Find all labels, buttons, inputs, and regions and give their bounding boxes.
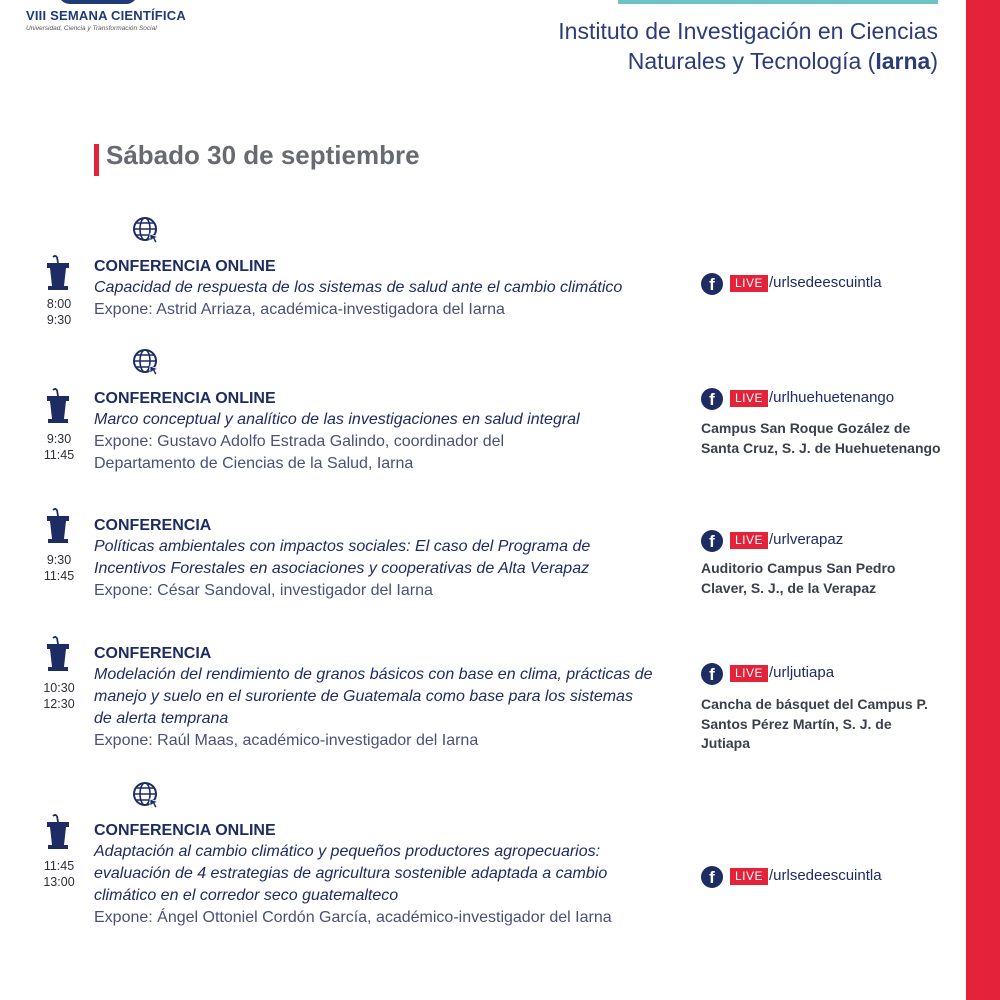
live-url[interactable]: /urlhuehuetenango <box>769 389 895 406</box>
session-times <box>36 431 82 463</box>
live-badge: LIVE <box>730 275 768 292</box>
session-title: Marco conceptual y analítico de las investigaciones en salud integral <box>94 411 580 428</box>
start-time: 10:30 <box>43 681 75 695</box>
top-accent-line <box>618 0 938 4</box>
institute-line-2 <box>558 46 938 76</box>
live-url[interactable]: /urlsedeescuintla <box>769 867 882 884</box>
live-url[interactable]: /urlverapaz <box>769 531 844 548</box>
session-block <box>94 820 694 929</box>
globe-icon <box>132 348 160 376</box>
session-block <box>94 643 694 752</box>
session-speaker: Expone: César Sandoval, investigador del Iarna <box>94 582 433 599</box>
live-url[interactable]: /urlsedeescuintla <box>769 274 882 291</box>
end-time: 9:30 <box>46 313 72 327</box>
live-badge: LIVE <box>730 665 768 682</box>
facebook-icon: f <box>701 663 723 685</box>
session-speaker: Expone: Gustavo Adolfo Estrada Galindo, coordinador del Departamento de Ciencias de la Salud, Iarna <box>94 433 505 472</box>
right-accent-bar <box>966 0 1000 1000</box>
live-badge: LIVE <box>730 390 768 407</box>
podium-icon <box>44 508 72 544</box>
institute-line-2-text: Naturales y Tecnología ( <box>627 48 876 74</box>
session-speaker: Expone: Ángel Ottoniel Cordón García, académico-investigador del Iarna <box>94 909 612 926</box>
end-time: 11:45 <box>43 569 75 583</box>
podium-icon <box>44 814 72 850</box>
podium-icon <box>44 636 72 672</box>
logo-graphic <box>58 0 138 4</box>
session-speaker: Expone: Astrid Arriaza, académica-investigadora del Iarna <box>94 301 505 318</box>
globe-icon <box>132 216 160 244</box>
session-type: CONFERENCIA <box>94 645 212 662</box>
day-heading-accent <box>94 144 99 176</box>
facebook-icon: f <box>701 866 723 888</box>
session-title: Políticas ambientales con impactos sociales: El caso del Programa de Incentivos Forestales en asociaciones y cooperativas de Alta Verapaz <box>94 538 591 577</box>
live-url[interactable]: /urljutiapa <box>769 664 835 681</box>
facebook-icon: f <box>701 530 723 552</box>
session-type: CONFERENCIA ONLINE <box>94 258 276 275</box>
session-title: Adaptación al cambio climático y pequeños productores agropecuarios: evaluación de 4 estrategias de agricultura sostenible adaptada a cambio climático en el corredor seco guatemalteco <box>94 843 608 904</box>
end-time: 11:45 <box>43 448 75 462</box>
session-venue: Campus San Roque Gozález de Santa Cruz, S. J. de Huehuetenango <box>701 420 941 456</box>
day-title: Sábado 30 de septiembre <box>106 140 420 170</box>
session-type: CONFERENCIA ONLINE <box>94 390 276 407</box>
podium-icon <box>44 388 72 424</box>
event-logo <box>26 0 186 40</box>
facebook-icon: f <box>701 273 723 295</box>
session-times <box>36 552 82 584</box>
globe-icon <box>132 781 160 809</box>
start-time: 9:30 <box>46 553 72 567</box>
facebook-icon: f <box>701 388 723 410</box>
end-time: 12:30 <box>43 697 75 711</box>
logo-subtitle: Universidad, Ciencia y Transformación Social <box>26 25 157 32</box>
institute-acronym: Iarna <box>875 48 931 74</box>
session-speaker: Expone: Raúl Maas, académico-investigador del Iarna <box>94 732 479 749</box>
session-times <box>36 296 82 328</box>
institute-line-2-close: ) <box>930 48 938 74</box>
session-type: CONFERENCIA <box>94 517 212 534</box>
session-block <box>94 515 694 602</box>
session-block <box>94 388 694 475</box>
session-times <box>36 858 82 890</box>
session-times <box>36 680 82 712</box>
start-time: 8:00 <box>46 297 72 311</box>
institute-name <box>558 16 938 76</box>
start-time: 9:30 <box>46 432 72 446</box>
session-type: CONFERENCIA ONLINE <box>94 822 276 839</box>
live-badge: LIVE <box>730 532 768 549</box>
end-time: 13:00 <box>43 875 75 889</box>
podium-icon <box>44 255 72 291</box>
session-title: Capacidad de respuesta de los sistemas de salud ante el cambio climático <box>94 279 623 296</box>
session-venue: Cancha de básquet del Campus P. Santos Pérez Martín, S. J. de Jutiapa <box>701 696 928 751</box>
institute-line-1: Instituto de Investigación en Ciencias <box>558 18 938 44</box>
start-time: 11:45 <box>43 859 75 873</box>
live-badge: LIVE <box>730 868 768 885</box>
session-title: Modelación del rendimiento de granos básicos con base en clima, prácticas de manejo y suelo en el suroriente de Guatemala como base para los sistemas de alerta temprana <box>94 666 653 727</box>
session-block <box>94 256 694 321</box>
logo-title: VIII SEMANA CIENTÍFICA <box>26 8 186 23</box>
session-venue: Auditorio Campus San Pedro Claver, S. J., de la Verapaz <box>701 560 896 596</box>
